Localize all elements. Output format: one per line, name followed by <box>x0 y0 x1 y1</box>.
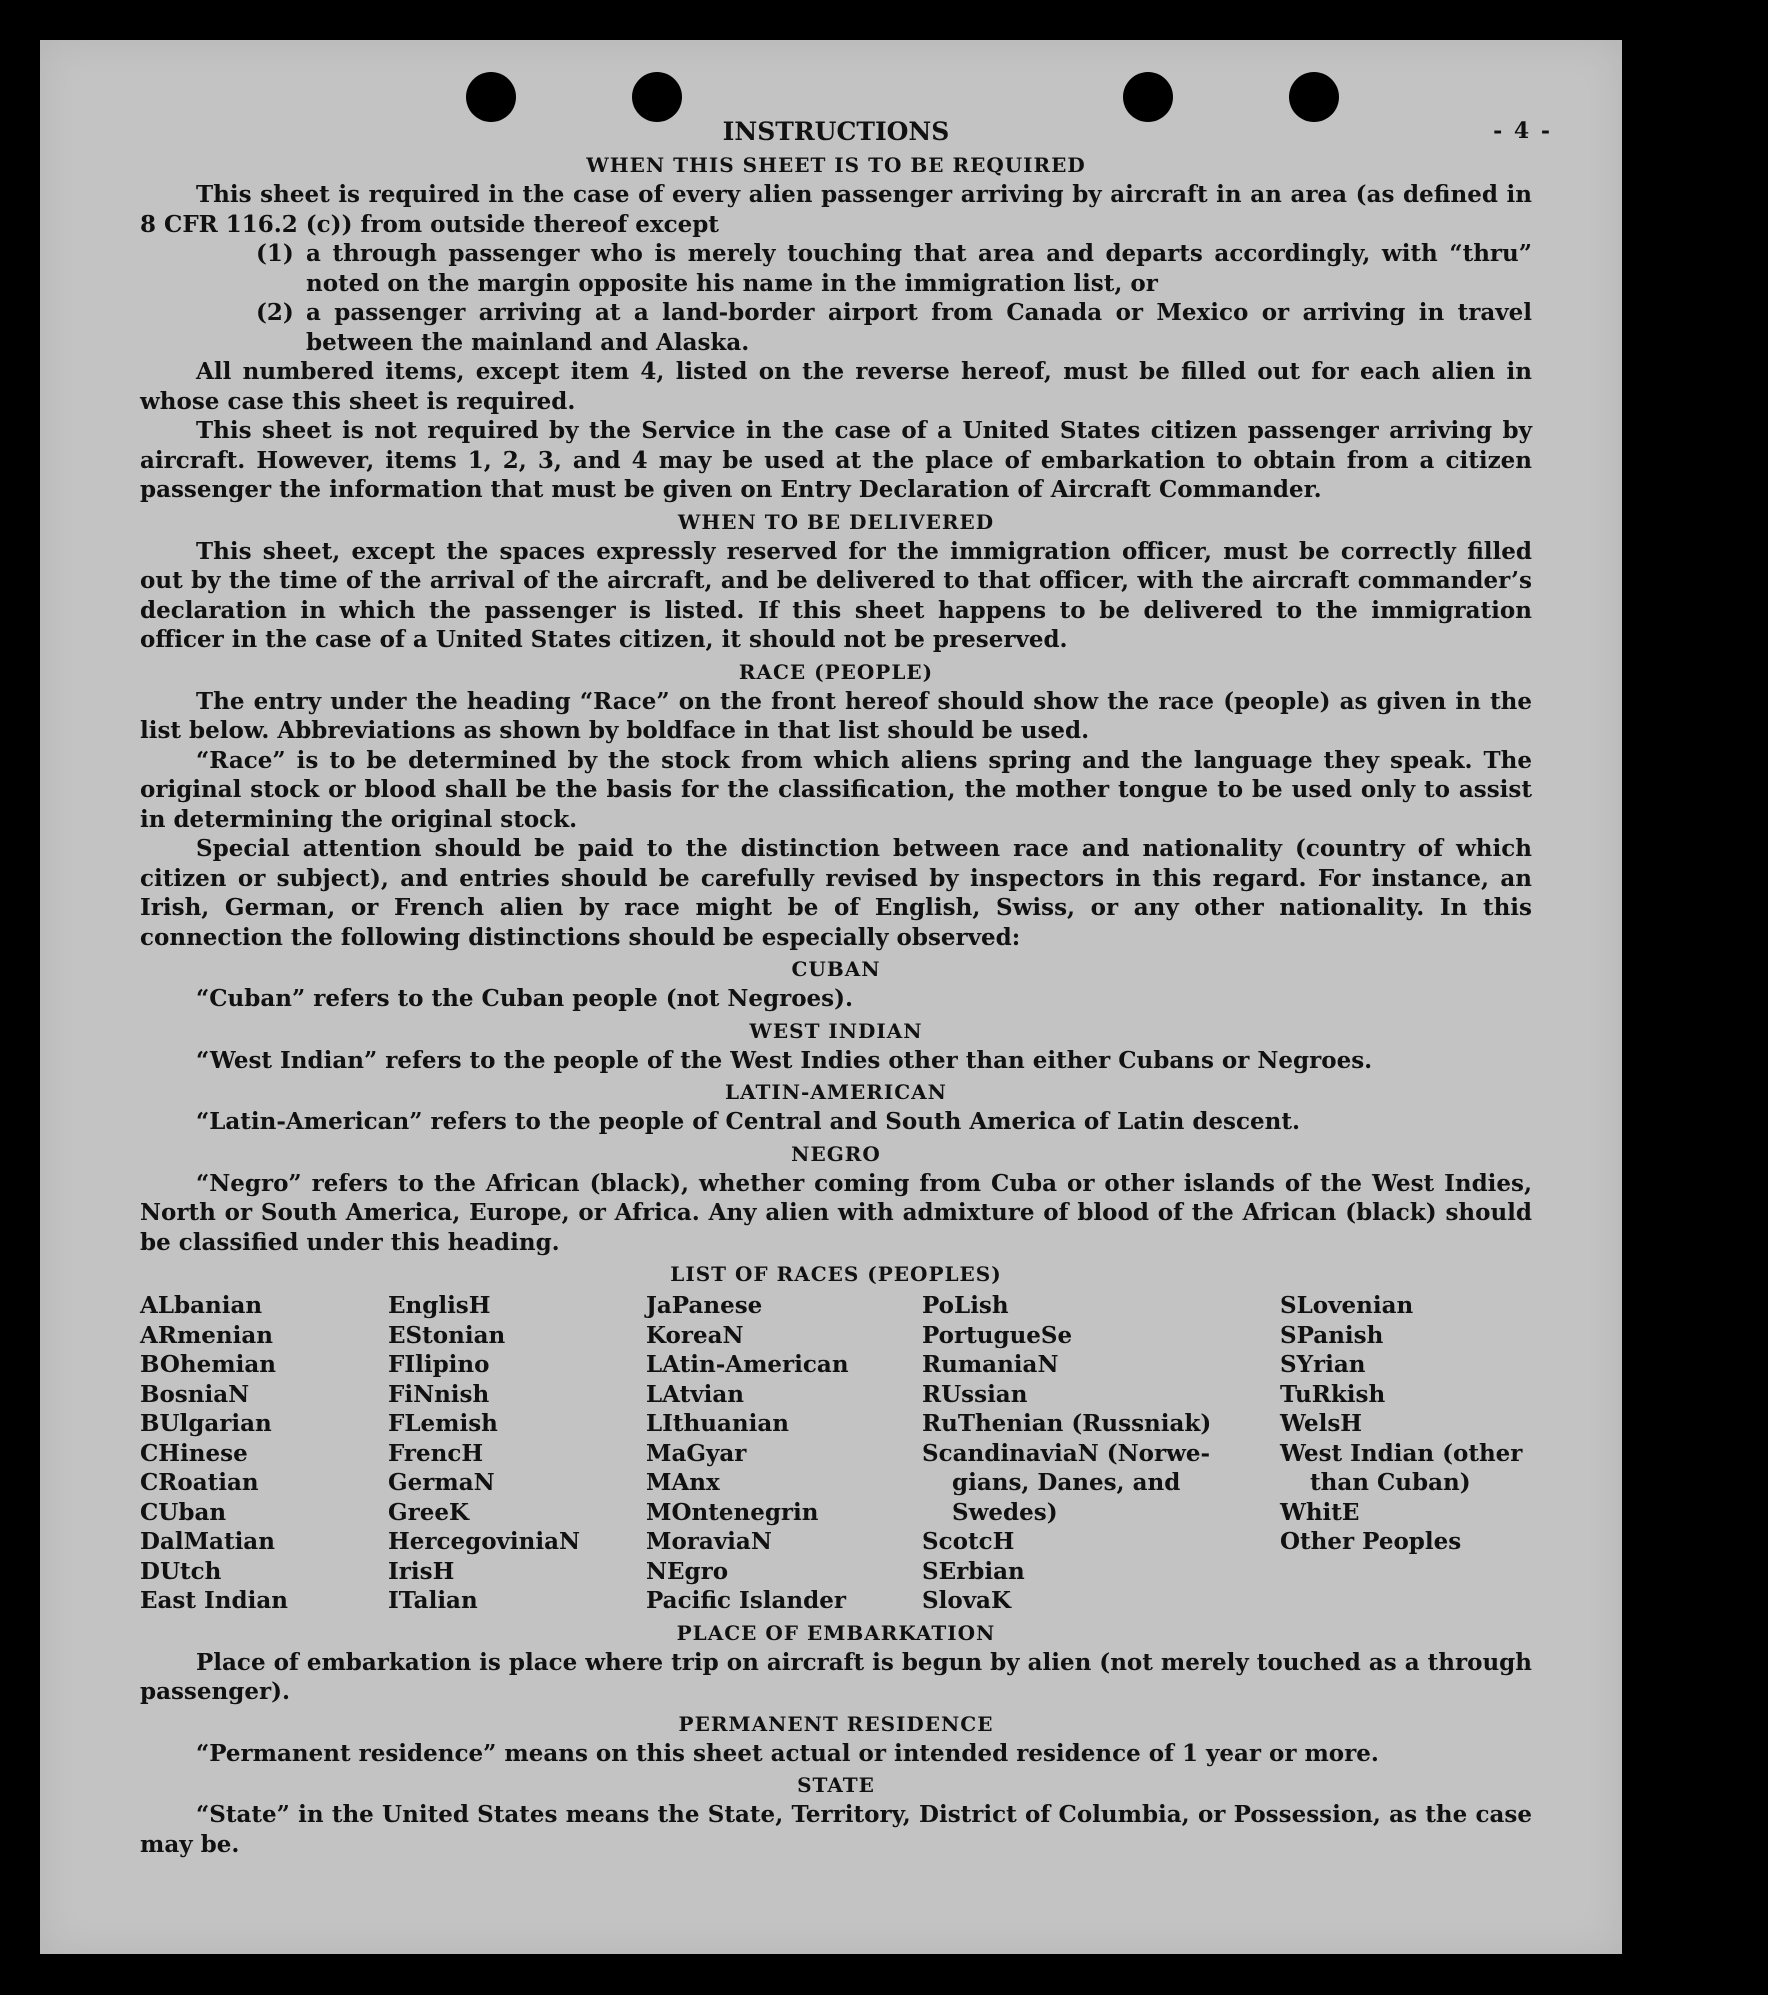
race-item: FrencH <box>388 1439 484 1467</box>
race-item: LIthuanian <box>646 1410 789 1437</box>
list-item <box>140 298 1532 357</box>
race-item: BUlgarian <box>140 1410 272 1437</box>
race-item: ITalian <box>388 1587 478 1614</box>
race-item: Pacific Islander <box>646 1587 846 1614</box>
race-item: WhitE <box>1280 1498 1360 1526</box>
race-item: SErbian <box>922 1557 1025 1585</box>
paragraph: This sheet is required in the case of every alien passenger arriving by aircraft in an area (as defined in 8 CFR 116.2 (c)) from outside thereof except <box>140 181 1532 238</box>
section-heading: LIST OF RACES (PEOPLES) <box>670 1262 1002 1286</box>
race-item: ScandinaviaN (Norwe- <box>922 1439 1211 1467</box>
race-item: MOntenegrin <box>646 1498 819 1526</box>
item-text: a through passenger who is merely touching that area and departs accordingly, with “thru” noted on the margin opposite his name in the immigration list, or <box>306 240 1532 297</box>
paragraph: “Cuban” refers to the Cuban people (not Negroes). <box>196 985 854 1012</box>
race-item: RUssian <box>922 1380 1028 1408</box>
race-item: ALbanian <box>140 1292 263 1319</box>
race-item: DUtch <box>140 1557 222 1585</box>
race-list <box>140 1291 1532 1616</box>
race-item: EStonian <box>388 1321 506 1349</box>
paragraph: “West Indian” refers to the people of the West Indies other than either Cubans or Negroes. <box>196 1046 1373 1074</box>
section-heading: LATIN-AMERICAN <box>725 1080 947 1104</box>
race-item: MaGyar <box>646 1439 747 1467</box>
race-item: EnglisH <box>388 1292 491 1319</box>
race-item: KoreaN <box>646 1321 744 1349</box>
race-item: ARmenian <box>140 1321 274 1349</box>
race-item: West Indian (other <box>1280 1439 1523 1467</box>
paragraph: “Latin-American” refers to the people of Central and South America of Latin descent. <box>196 1108 1300 1135</box>
list-item <box>140 239 1532 298</box>
paragraph: “Race” is to be determined by the stock from which aliens spring and the language they speak. The original stock or blood shall be the basis for the classification, the mother tongue to be used only to assist in determining the original stock. <box>140 746 1532 833</box>
race-column <box>646 1291 922 1616</box>
punch-hole <box>632 72 682 122</box>
race-item: BOhemian <box>140 1351 276 1378</box>
race-item: RumaniaN <box>922 1351 1059 1378</box>
race-item: CRoatian <box>140 1469 259 1496</box>
race-item: SYrian <box>1280 1351 1366 1378</box>
race-item: TuRkish <box>1280 1380 1386 1408</box>
section-heading: STATE <box>797 1773 875 1797</box>
item-number: (1) <box>256 240 294 267</box>
section-heading: WHEN TO BE DELIVERED <box>677 509 995 534</box>
race-item: WelsH <box>1280 1410 1363 1437</box>
punch-hole <box>1289 72 1339 122</box>
paragraph: “Negro” refers to the African (black), whether coming from Cuba or other islands of the West Indies, North or South America, Europe, or Africa. Any alien with admixture of blood of the African (black) should be classified under this heading. <box>140 1169 1532 1256</box>
race-item: BosniaN <box>140 1380 250 1408</box>
race-item-continuation: than Cuban) <box>1310 1469 1471 1496</box>
race-item: FiNnish <box>388 1380 490 1408</box>
race-item-continuation: Swedes) <box>952 1498 1058 1526</box>
race-item: FLemish <box>388 1410 498 1437</box>
race-item: DalMatian <box>140 1528 275 1555</box>
punch-hole <box>1123 72 1173 122</box>
race-item: SlovaK <box>922 1587 1011 1614</box>
race-item: RuThenian (Russniak) <box>922 1410 1212 1437</box>
paragraph: The entry under the heading “Race” on the front hereof should show the race (people) as given in the list below. Abbreviations as shown by boldface in that list should be used. <box>140 687 1532 744</box>
race-item: LAtin-American <box>646 1351 849 1378</box>
section-heading: PERMANENT RESIDENCE <box>678 1711 994 1736</box>
paragraph: This sheet, except the spaces expressly reserved for the immigration officer, must be correctly filled out by the time of the arrival of the aircraft, and be delivered to that officer, with the aircraft commander’s declaration in which the passenger is listed. If this sheet happens to be delivered to the immigration officer in the case of a United States citizen, it should not be preserved. <box>140 537 1532 653</box>
paragraph: “State” in the United States means the State, Territory, District of Columbia, or Possession, as the case may be. <box>140 1801 1532 1858</box>
instructions-body <box>140 116 1532 1859</box>
section-heading: PLACE OF EMBARKATION <box>676 1620 996 1645</box>
race-item: IrisH <box>388 1557 455 1585</box>
race-item: CUban <box>140 1498 227 1526</box>
race-item: SPanish <box>1280 1321 1384 1349</box>
race-item: Other Peoples <box>1280 1528 1462 1555</box>
race-item: JaPanese <box>646 1292 763 1319</box>
race-item: PoLish <box>922 1292 1009 1319</box>
page-number: - 4 - <box>1493 118 1552 144</box>
race-column <box>1280 1291 1530 1616</box>
race-item: GermaN <box>388 1469 495 1496</box>
race-item: PortugueSe <box>922 1321 1073 1349</box>
race-item: East Indian <box>140 1587 288 1614</box>
document-title: INSTRUCTIONS <box>722 117 950 146</box>
race-column <box>140 1291 388 1616</box>
race-item: MAnx <box>646 1469 720 1496</box>
section-heading: RACE (PEOPLE) <box>738 659 934 684</box>
race-column <box>922 1291 1280 1616</box>
paragraph: “Permanent residence” means on this sheet actual or intended residence of 1 year or more. <box>196 1739 1379 1767</box>
paragraph: All numbered items, except item 4, listed on the reverse hereof, must be filled out for each alien in whose case this sheet is required. <box>140 358 1532 415</box>
section-heading: CUBAN <box>791 957 881 981</box>
paragraph: Special attention should be paid to the distinction between race and nationality (country of which citizen or subject), and entries should be carefully revised by inspectors in this regard. For instance, an Irish, German, or French alien by race might be of English, Swiss, or any other nationality. In this connection the following distinctions should be especially observed: <box>140 835 1532 951</box>
section-heading: NEGRO <box>791 1141 881 1166</box>
race-item: NEgro <box>646 1557 729 1585</box>
race-item: HercegoviniaN <box>388 1528 581 1555</box>
document-page <box>40 40 1622 1954</box>
race-column <box>388 1291 646 1616</box>
race-item: ScotcH <box>922 1528 1015 1555</box>
race-item: FIlipino <box>388 1351 490 1378</box>
item-text: a passenger arriving at a land-border airport from Canada or Mexico or arriving in travel between the mainland and Alaska. <box>306 299 1532 356</box>
section-heading: WHEN THIS SHEET IS TO BE REQUIRED <box>586 153 1086 177</box>
race-item: GreeK <box>388 1498 470 1526</box>
race-item: SLovenian <box>1280 1292 1414 1319</box>
item-number: (2) <box>256 299 294 326</box>
race-item: CHinese <box>140 1439 248 1467</box>
race-item: MoraviaN <box>646 1528 772 1555</box>
punch-hole <box>466 72 516 122</box>
paragraph: Place of embarkation is place where trip on aircraft is begun by alien (not merely touched as a through passenger). <box>140 1648 1532 1705</box>
section-heading: WEST INDIAN <box>749 1018 923 1043</box>
paragraph: This sheet is not required by the Service in the case of a United States citizen passenger arriving by aircraft. However, items 1, 2, 3, and 4 may be used at the place of embarkation to obtain from a citizen passenger the information that must be given on Entry Declaration of Aircraft Commander. <box>140 417 1532 503</box>
race-item-continuation: gians, Danes, and <box>952 1469 1181 1496</box>
race-item: LAtvian <box>646 1380 744 1408</box>
